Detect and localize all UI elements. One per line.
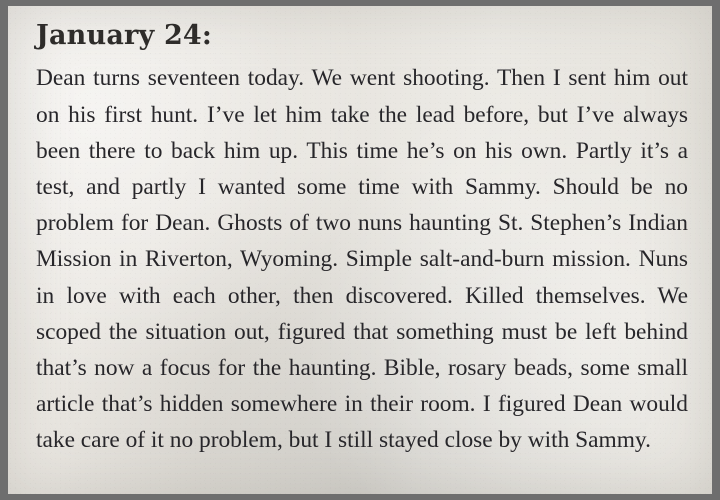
journal-entry-date-heading: January 24:	[36, 20, 213, 51]
journal-entry-body	[36, 60, 688, 458]
journal-entry-paragraph: Dean turns seventeen today. We went shooting. Then I sent him out on his first hunt. I’ve let him take the lead before, but I’ve always been there to back him up. This time he’s on his own. Partly it’s a test, and partly I wanted some time with Sammy. Should be no problem for Dean. Ghosts of two nuns haunting St. Stephen’s Indian Mission in Riverton, Wyoming. Simple salt-and-burn mission. Nuns in love with each other, then discovered. Killed themselves. We scoped the situation out, figured that something must be left behind that’s now a focus for the haunting. Bible, rosary beads, some small article that’s hidden somewhere in their room. I figured Dean would take care of it no problem, but I still stayed close by with Sammy.	[36, 65, 688, 454]
journal-page	[8, 6, 712, 494]
